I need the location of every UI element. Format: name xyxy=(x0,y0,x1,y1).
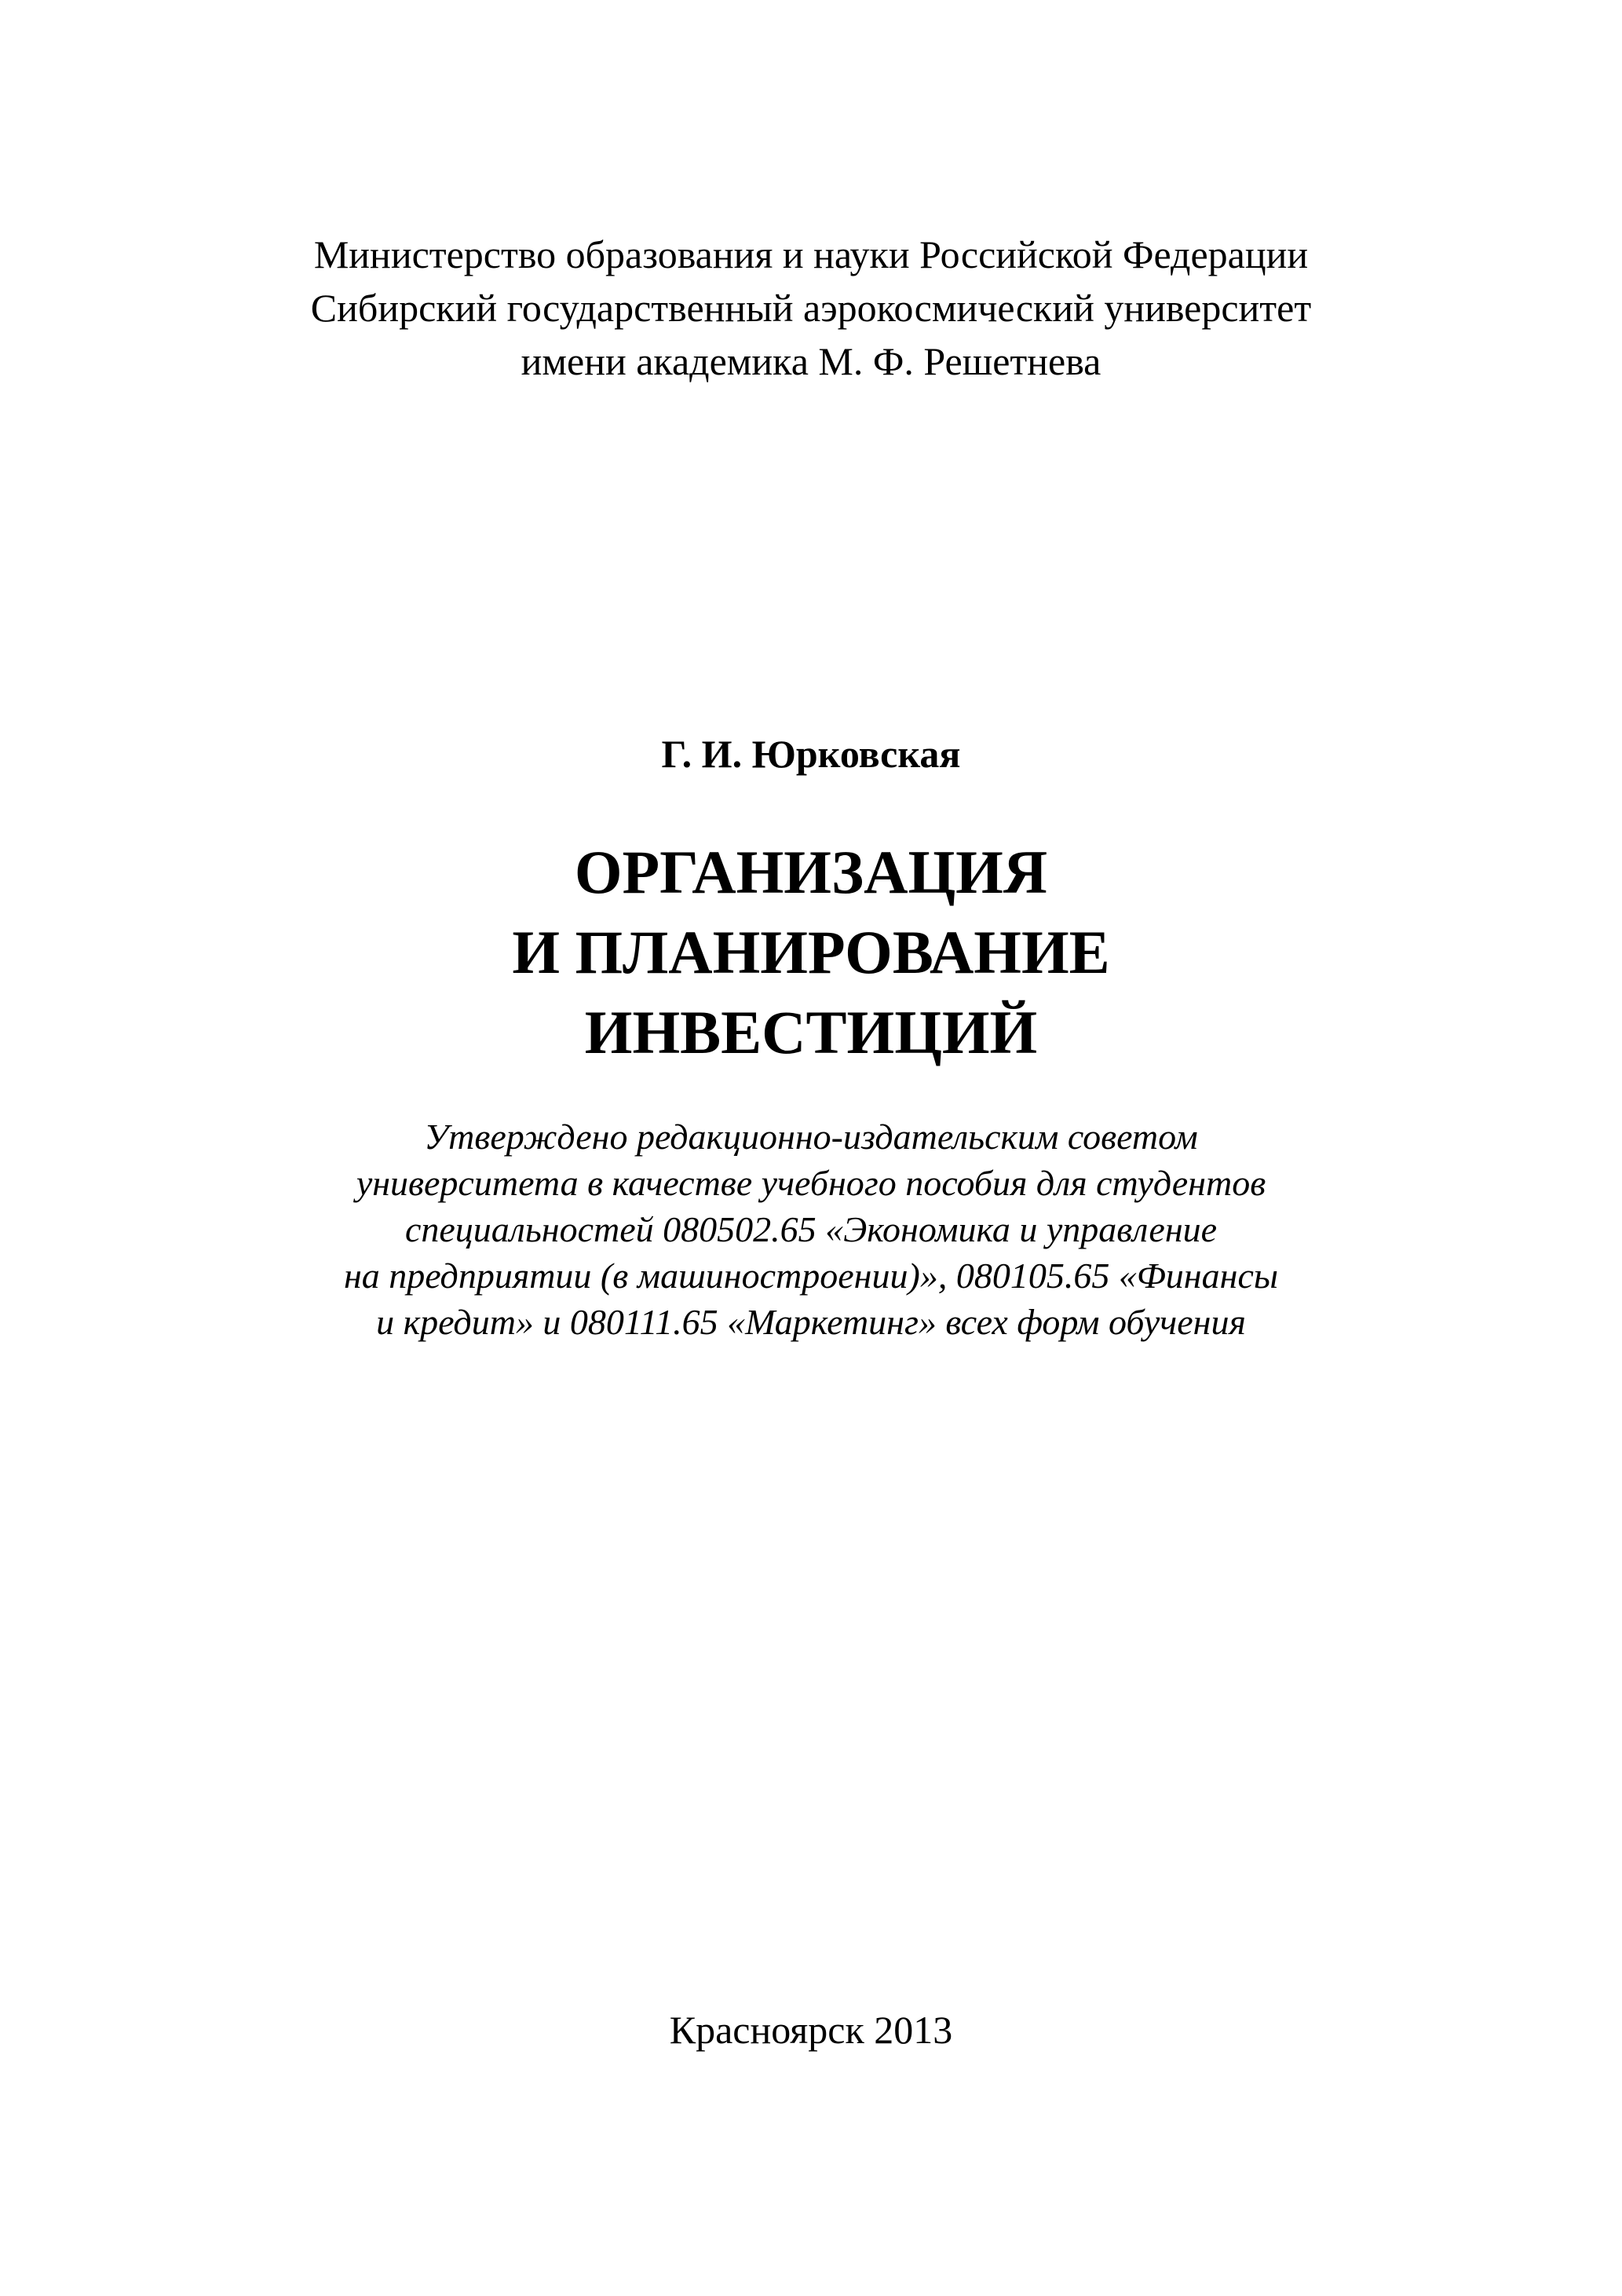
approval-line-1: Утверждено редакционно-издательским советом xyxy=(424,1117,1198,1157)
approval-statement xyxy=(0,1113,1622,1345)
city-year-imprint: Красноярск 2013 xyxy=(669,2008,953,2052)
author-name: Г. И. Юрковская xyxy=(661,732,961,776)
institution-header xyxy=(0,228,1622,388)
approval-line-2: университета в качестве учебного пособия для студентов xyxy=(356,1163,1266,1203)
institution-line-university: Сибирский государственный аэрокосмический университет xyxy=(310,286,1312,330)
approval-line-4: на предприятии (в машиностроении)», 080105.65 «Финансы xyxy=(343,1256,1279,1296)
book-title xyxy=(0,832,1622,1073)
institution-line-named-after: имени академика М. Ф. Решетнева xyxy=(521,339,1101,383)
title-line-2: И ПЛАНИРОВАНИЕ xyxy=(512,918,1110,986)
title-line-3: ИНВЕСТИЦИЙ xyxy=(584,998,1038,1066)
institution-line-ministry: Министерство образования и науки Российской Федерации xyxy=(313,232,1309,276)
title-line-1: ОРГАНИЗАЦИЯ xyxy=(574,838,1048,906)
approval-line-5: и кредит» и 080111.65 «Маркетинг» всех форм обучения xyxy=(376,1302,1246,1342)
approval-line-3: специальностей 080502.65 «Экономика и управление xyxy=(404,1209,1218,1249)
